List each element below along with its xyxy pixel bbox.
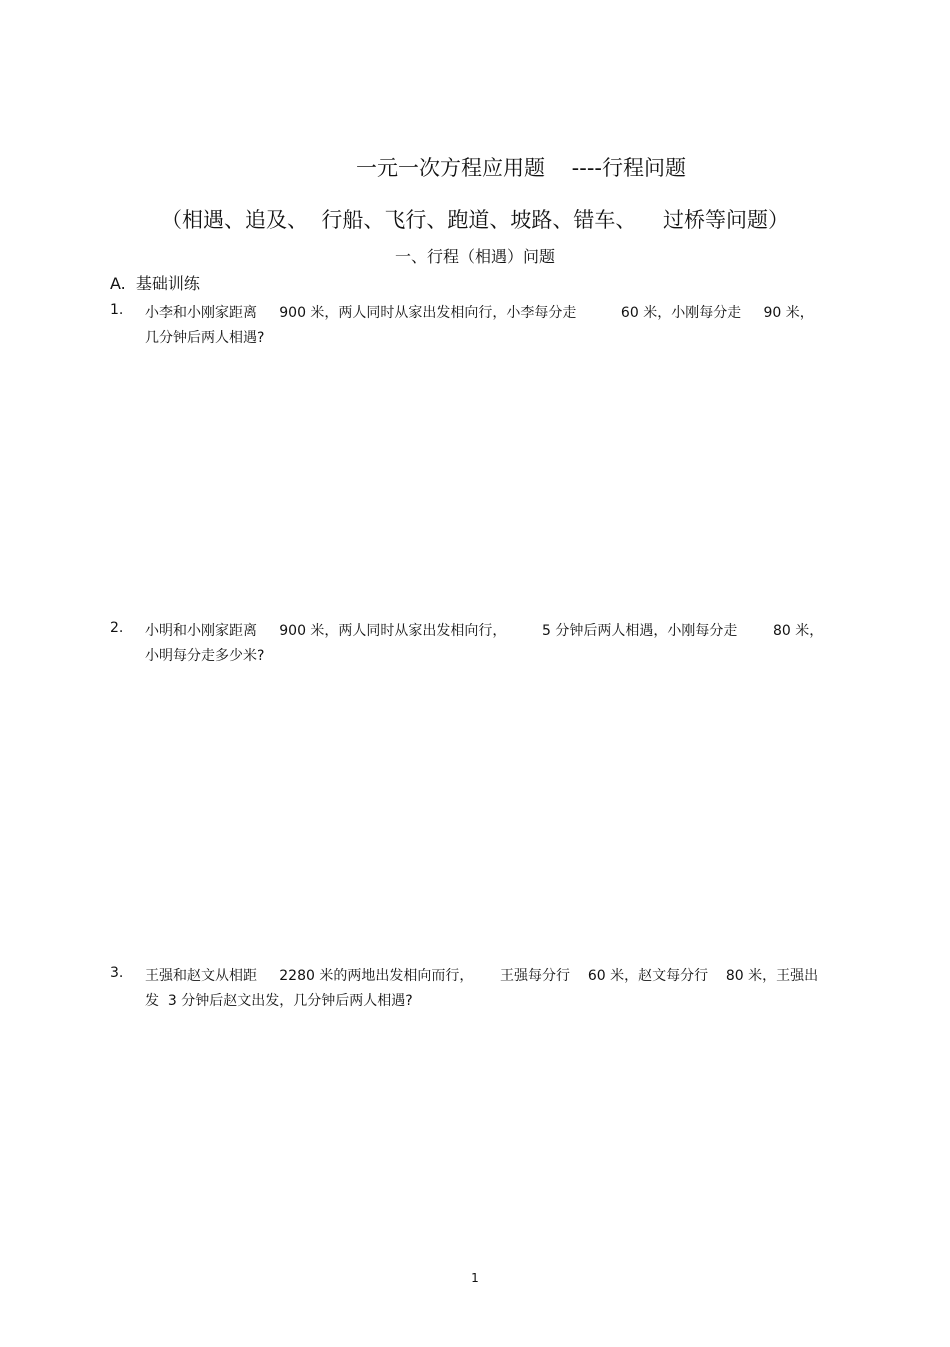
page-title: 一元一次方程应用题 ----行程问题 bbox=[355, 156, 686, 180]
section-heading: 一、行程（相遇）问题 bbox=[394, 247, 555, 266]
question-text-line: 小明每分走多少米? bbox=[145, 648, 265, 664]
page-subtitle: （相遇、追及、 行船、飞行、跑道、坡路、错车、 过桥等问题） bbox=[160, 208, 790, 232]
question-text-line: 几分钟后两人相遇? bbox=[145, 330, 265, 346]
question-text-line: 小明和小刚家距离 900 米，两人同时从家出发相向行， 5 分钟后两人相遇，小刚每分走 80 米， bbox=[145, 623, 824, 639]
question-text-line: 小李和小刚家距离 900 米，两人同时从家出发相向行，小李每分走 60 米，小刚每分走 90 米， bbox=[145, 305, 814, 321]
question-text-line: 发 3 分钟后赵文出发，几分钟后两人相遇? bbox=[145, 993, 413, 1009]
question-number: 3. bbox=[110, 965, 124, 981]
page-number: 1 bbox=[471, 1271, 479, 1285]
question-text-line: 王强和赵文从相距 2280 米的两地出发相向而行， 王强每分行 60 米，赵文每分行 80 米，王强出 bbox=[145, 968, 819, 984]
question-number: 2. bbox=[110, 620, 124, 636]
subsection-label: A. 基础训练 bbox=[110, 274, 200, 293]
question-number: 1. bbox=[110, 302, 124, 318]
